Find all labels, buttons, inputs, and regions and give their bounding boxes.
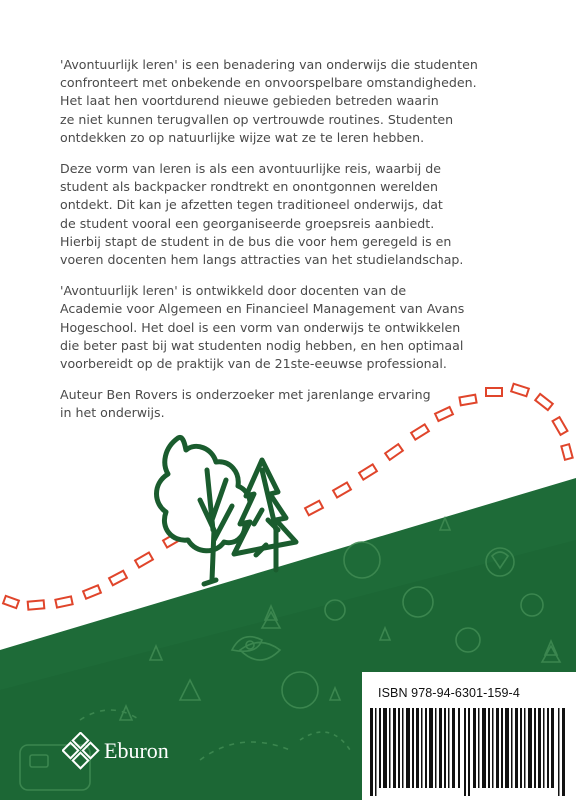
blurb-paragraph-4: Auteur Ben Rovers is onderzoeker met jarenlange ervaring in het onderwijs. (60, 387, 431, 421)
publisher-logo (62, 732, 169, 770)
eburon-logo-icon (62, 732, 100, 770)
pine-tree-icon (234, 460, 296, 570)
barcode-area (362, 672, 576, 800)
barcode-icon (370, 708, 568, 796)
deciduous-tree-icon (157, 438, 251, 585)
blurb-paragraph-2: Deze vorm van leren is als een avontuurlijke reis, waarbij de student als backpacker rondtrekt en onontgonnen werelden ontdekt. Dit kan je afzetten tegen traditioneel onderwijs, dat de student vooral een georganiseerde groepsreis aanbiedt. Hierbij stapt de student in de bus die voor hem geregeld is en voeren docenten hem langs attracties van het studielandschap. (60, 161, 464, 268)
publisher-name: Eburon (104, 738, 169, 763)
blurb-paragraph-1: 'Avontuurlijk leren' is een benadering van onderwijs die studenten confronteert met onbekende en onvoorspelbare omstandigheden. Het laat hen voortdurend nieuwe gebieden betreden waarin ze niet kunnen terugvallen op vertrouwde routines. Studenten ontdekken zo op natuurlijke wijze wat ze te leren hebben. (60, 57, 478, 145)
isbn-text: ISBN 978-94-6301-159-4 (378, 686, 520, 700)
blurb-paragraph-3: 'Avontuurlijk leren' is ontwikkeld door docenten van de Academie voor Algemeen en Financieel Management van Avans Hogeschool. Het doel is een vorm van onderwijs te ontwikkelen die beter past bij wat studenten nodig hebben, en hen optimaal voorbereidt op de praktijk van de 21ste-eeuwse professional. (60, 283, 465, 372)
